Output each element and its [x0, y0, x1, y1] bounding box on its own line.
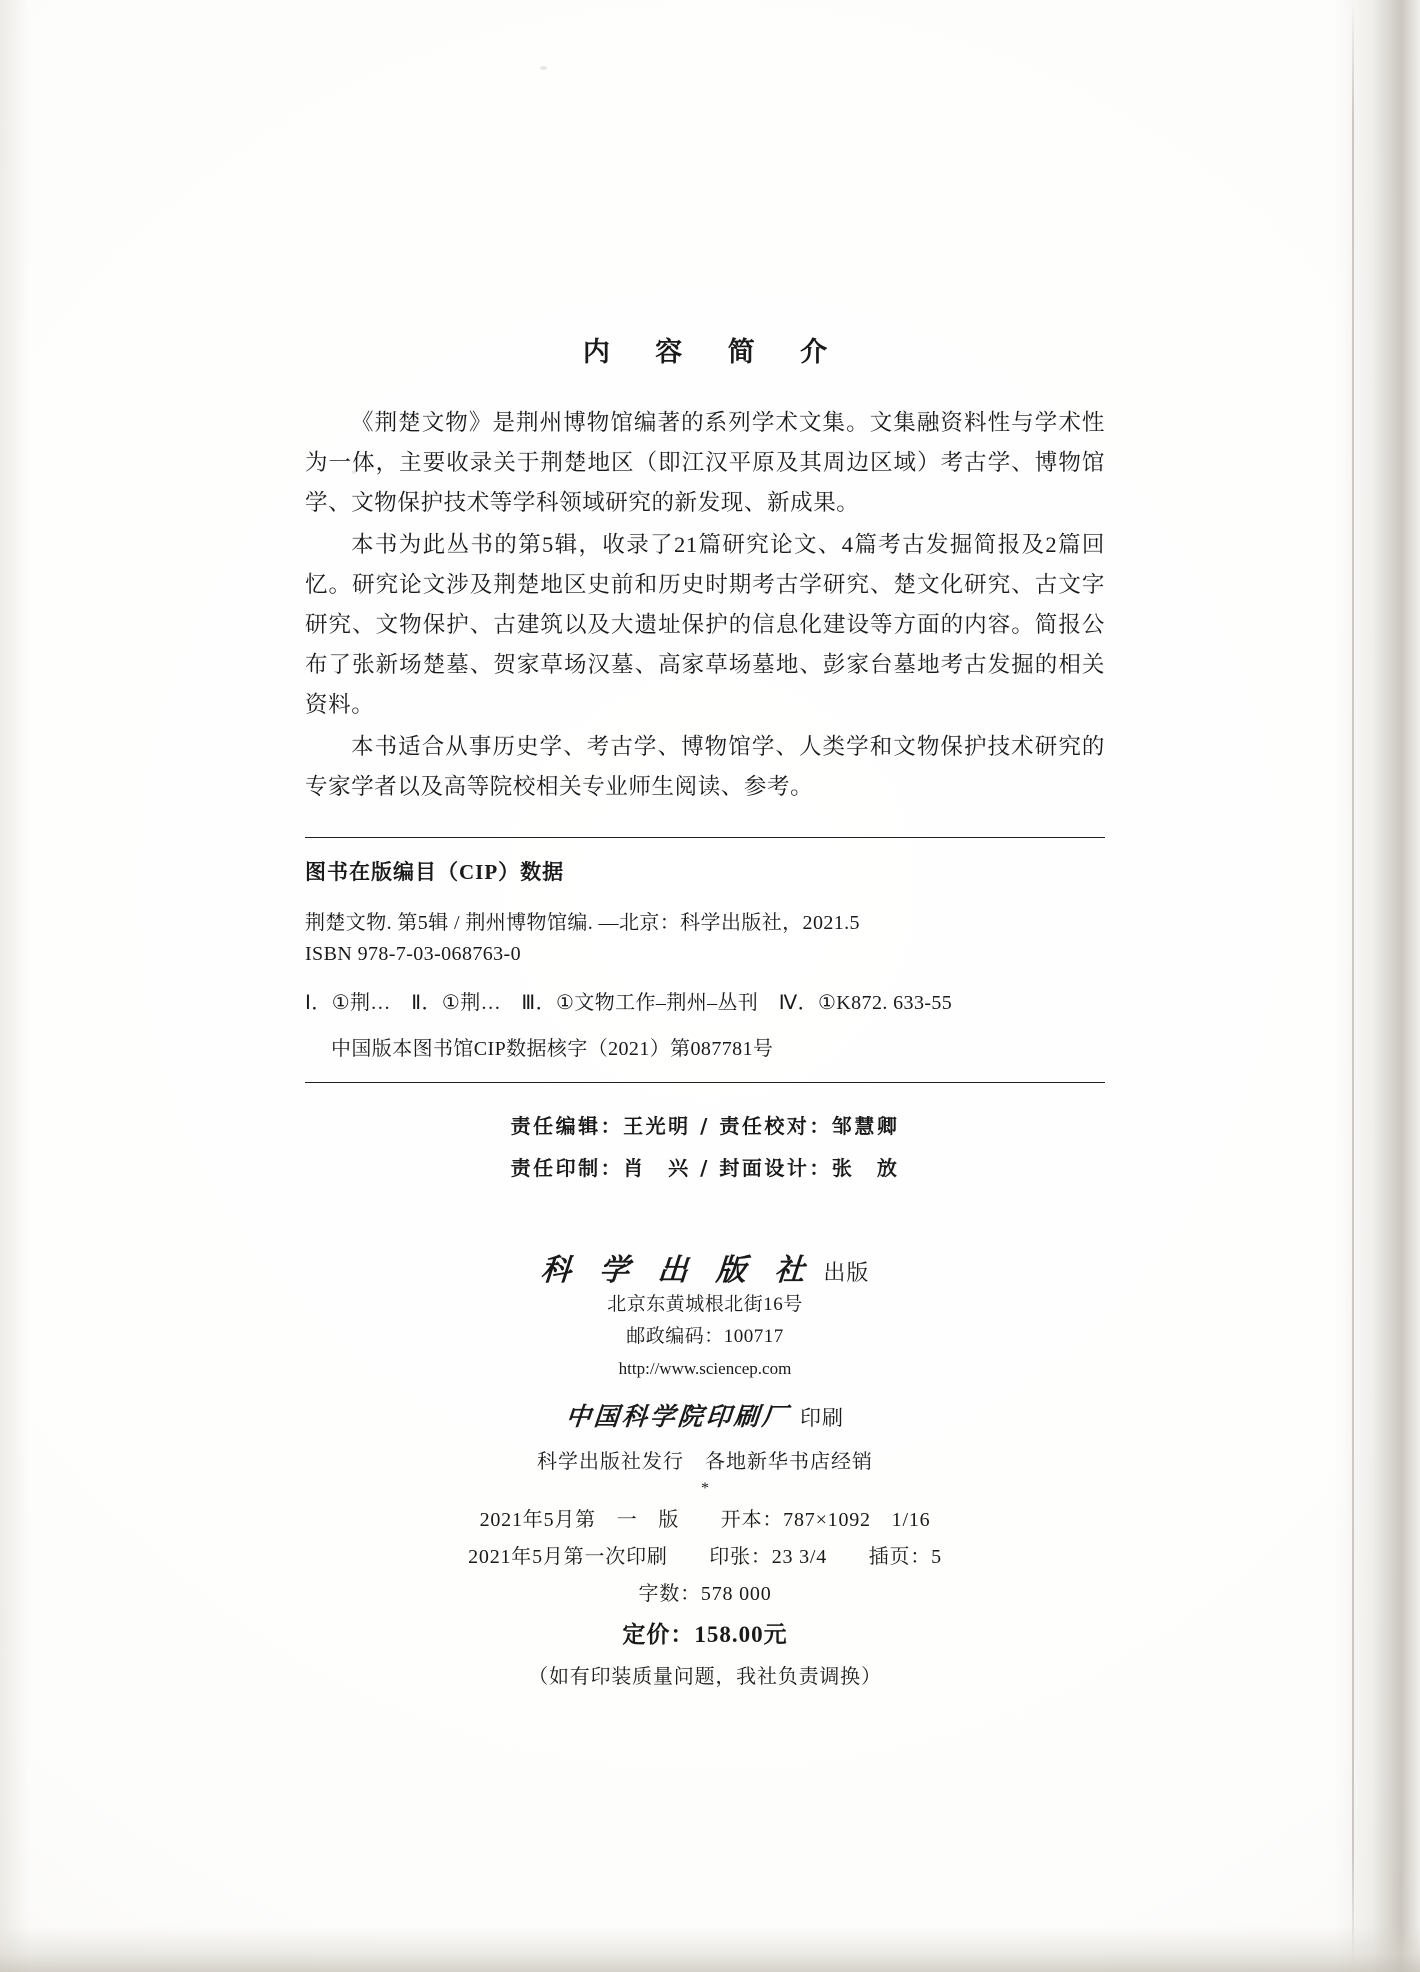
staff-editor-line: 责任编辑：王光明 / 责任校对：邹慧卿	[510, 1114, 900, 1138]
cip-block	[305, 838, 1105, 1066]
intro-paragraph: 《荆楚文物》是荆州博物馆编著的系列学术文集。文集融资料性与学术性为一体，主要收录关于荆楚地区（即江汉平原及其周边区域）考古学、博物馆学、文物保护技术等学科领域研究的新发现、新成果。	[305, 410, 1105, 515]
staff-credits	[305, 1083, 1105, 1189]
separator-asterisk: *	[701, 1480, 709, 1497]
publisher-logo: 科 学 出 版 社	[539, 1253, 815, 1288]
cip-spacer	[305, 970, 1105, 986]
distribution-line: 科学出版社发行 各地新华书店经销	[537, 1451, 873, 1473]
intro-paragraph: 本书为此丛书的第5辑，收录了21篇研究论文、4篇考古发掘简报及2篇回忆。研究论文涉及荆楚地区史前和历史时期考古学研究、楚文化研究、古文字研究、文物保护、古建筑以及大遗址保护的信息化建设等方面的内容。简报公布了张新场楚墓、贺家草场汉墓、高家草场墓地、彭家台墓地考古发掘的相关资料。	[305, 532, 1105, 717]
publisher-url: http://www.sciencep.com	[618, 1359, 792, 1378]
cip-entry-title: 荆楚文物. 第5辑 / 荆州博物馆编. —北京：科学出版社，2021.5	[305, 912, 860, 934]
imprint-printing-line: 2021年5月第一次印刷 印张：23 3/4 插页：5	[468, 1546, 942, 1568]
page-title: 内 容 简 介	[582, 337, 846, 368]
printer-row	[305, 1397, 1105, 1433]
quality-note: （如有印装质量问题，我社负责调换）	[528, 1666, 882, 1688]
imprint-edition-line: 2021年5月第 一 版 开本：787×1092 1/16	[479, 1509, 931, 1531]
page-content	[305, 330, 1105, 1697]
cip-classification: Ⅰ．①荆… Ⅱ．①荆… Ⅲ．①文物工作–荆州–丛刊 Ⅳ．①K872. 633-55	[305, 992, 953, 1014]
publisher-address: 北京东黄城根北街16号	[607, 1294, 803, 1315]
staff-production-line: 责任印制：肖 兴 / 封面设计：张 放	[510, 1156, 900, 1180]
printer-suffix: 印刷	[800, 1406, 844, 1430]
publisher-suffix: 出版	[823, 1260, 870, 1285]
cip-isbn: ISBN 978-7-03-068763-0	[305, 943, 522, 965]
page-edge-right	[1334, 0, 1420, 1972]
page-edge-bottom	[0, 1926, 1420, 1972]
publisher-block	[305, 1245, 1105, 1498]
price-line: 定价：158.00元	[622, 1622, 788, 1647]
imprint-wordcount-line: 字数：578 000	[638, 1583, 772, 1605]
cip-core-number: 中国版本图书馆CIP数据核字（2021）第087781号	[331, 1038, 774, 1060]
printer-logo: 中国科学院印刷厂	[564, 1402, 792, 1431]
imprint-block	[305, 1502, 1105, 1697]
page-edge-fold-line	[1352, 0, 1354, 1972]
scan-speck	[540, 66, 547, 70]
intro-paragraph: 本书适合从事历史学、考古学、博物馆学、人类学和文物保护技术研究的专家学者以及高等院校相关专业师生阅读、参考。	[305, 734, 1105, 799]
cip-heading: 图书在版编目（CIP）数据	[305, 860, 565, 884]
page-edge-left	[0, 0, 30, 1972]
publisher-name-row	[305, 1245, 1105, 1289]
publisher-postcode: 邮政编码：100717	[626, 1326, 784, 1347]
